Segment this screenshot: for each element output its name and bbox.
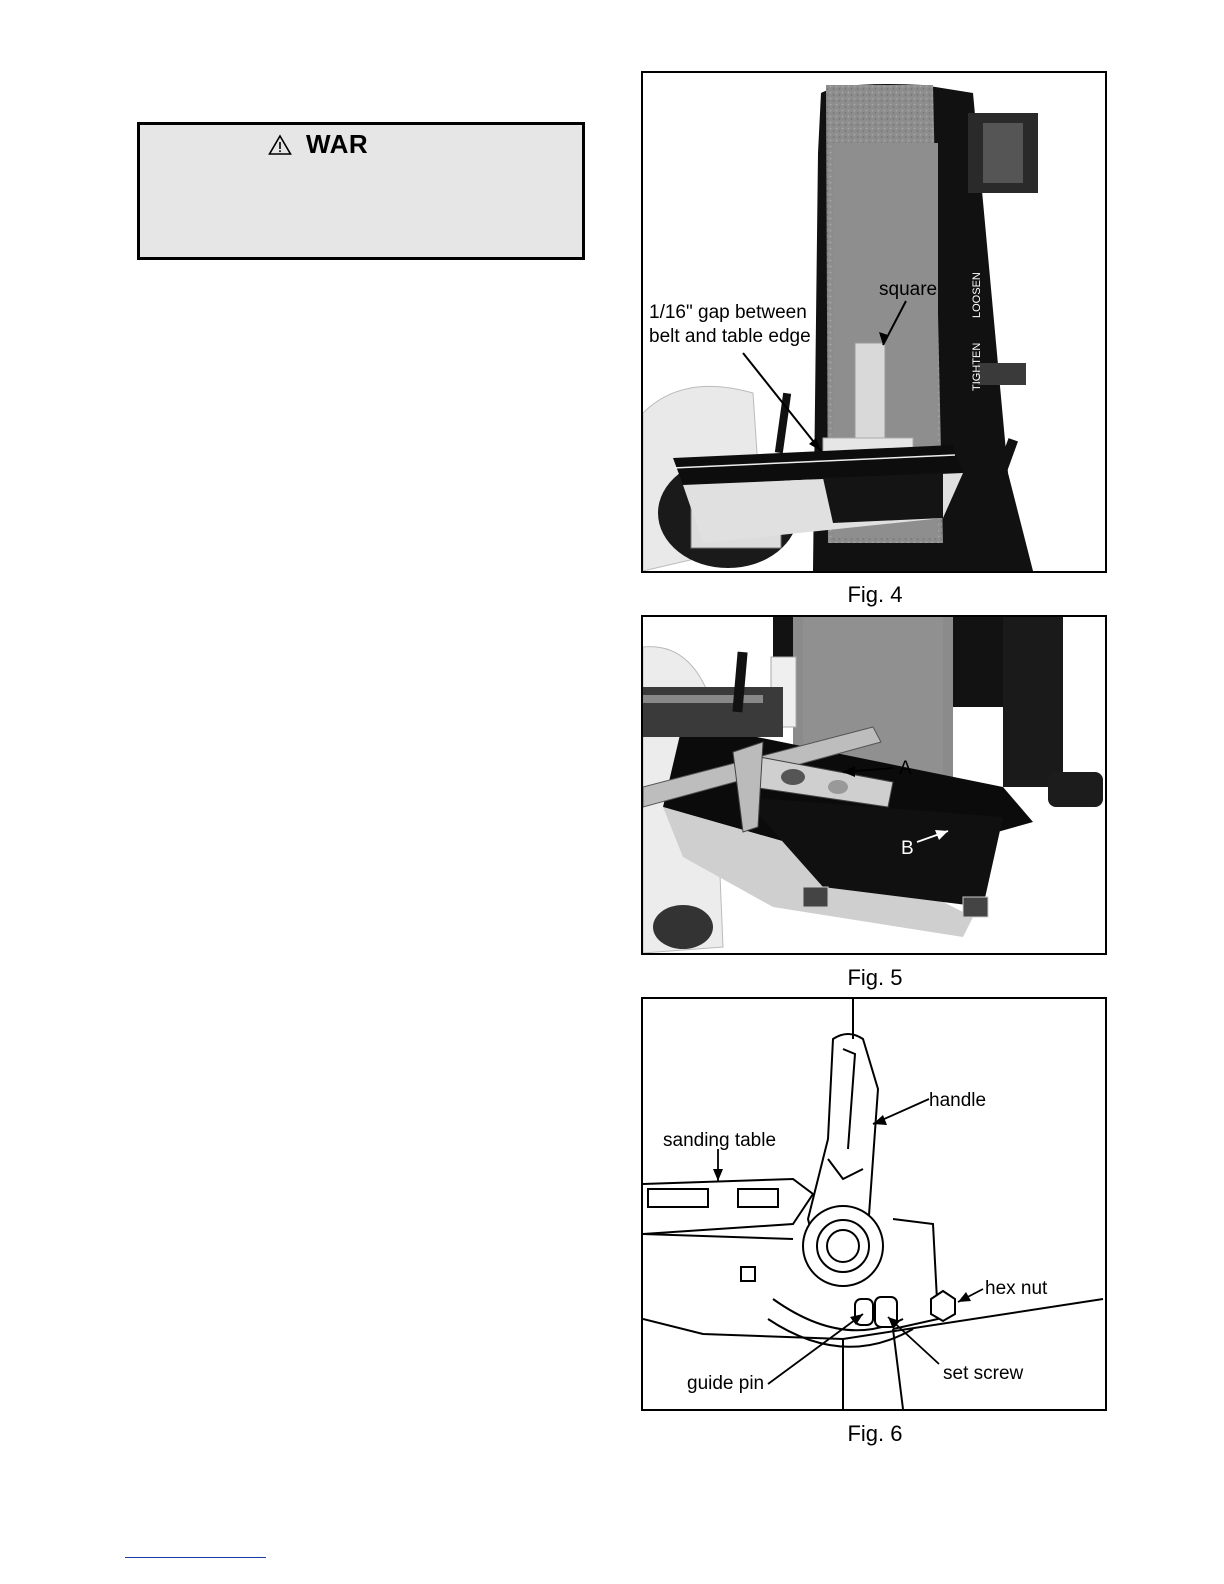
label-b: B xyxy=(901,838,914,859)
warning-triangle-icon xyxy=(268,134,292,156)
hex-nut-label: hex nut xyxy=(985,1278,1048,1299)
gap-label-line-1: 1/16" gap between xyxy=(649,302,807,323)
warning-title: WAR xyxy=(306,129,369,159)
gap-label-line-2: belt and table edge xyxy=(649,326,811,347)
figure-6-caption: Fig. 6 xyxy=(847,1421,903,1446)
sanding-table-label: sanding table xyxy=(663,1130,777,1151)
warning-box xyxy=(137,122,585,260)
figure-4-caption: Fig. 4 xyxy=(847,582,903,607)
figure-5-photo xyxy=(641,615,1107,955)
label-a: A xyxy=(899,758,912,779)
footer-link-underline[interactable] xyxy=(125,1557,266,1558)
figure-6-drawing xyxy=(641,997,1107,1411)
figure-4-photo xyxy=(641,71,1107,573)
handle-label: handle xyxy=(929,1090,987,1111)
guide-pin-label: guide pin xyxy=(687,1373,765,1394)
loosen-text: LOOSEN xyxy=(971,272,983,318)
square-label: square xyxy=(879,279,938,300)
warning-header xyxy=(268,129,368,160)
figure-5-caption: Fig. 5 xyxy=(847,965,903,990)
tighten-text: TIGHTEN xyxy=(971,342,983,391)
set-screw-label: set screw xyxy=(943,1363,1024,1384)
